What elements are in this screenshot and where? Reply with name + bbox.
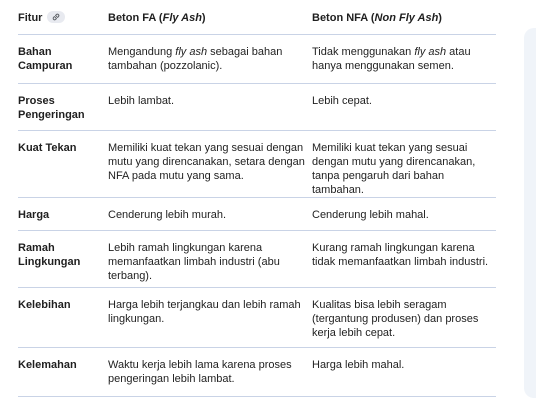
row-fa-cell [108,287,312,347]
header-fitur [18,0,108,34]
side-panel [524,28,536,398]
table-row [18,130,496,197]
header-beton-fa [108,0,312,34]
header-fa-em: Fly Ash [162,12,202,24]
header-fitur-label: Fitur [18,12,43,24]
row-nfa-cell [312,34,496,83]
row-feature-label: Kuat Tekan [18,141,77,154]
fa-text: Cenderung lebih murah. [108,208,227,221]
header-beton-nfa [312,0,496,34]
header-fa-prefix: Beton FA ( [108,12,163,24]
row-feature [18,34,108,83]
row-fa-cell [108,83,312,130]
row-feature [18,83,108,130]
row-fa-cell [108,230,312,287]
header-nfa-prefix: Beton NFA ( [312,12,375,24]
row-feature [18,130,108,197]
table-row [18,287,496,347]
row-feature [18,197,108,230]
comparison-table-container [18,0,496,397]
table-row [18,83,496,130]
row-nfa-cell [312,347,496,396]
header-nfa-suffix: ) [438,12,442,24]
fa-text: Memiliki kuat tekan yang sesuai dengan mutu yang direncanakan, setara dengan NFA pada mutu yang sama. [108,141,305,182]
fa-text: Waktu kerja lebih lama karena proses pengeringan lebih lambat. [108,358,292,385]
table-header-row [18,0,496,34]
row-feature [18,287,108,347]
table-row [18,347,496,396]
nfa-text-em: fly ash [414,45,447,58]
fa-text: Lebih ramah lingkungan karena memanfaatkan limbah industri (abu terbang). [108,241,280,282]
row-fa-cell [108,197,312,230]
comparison-table [18,0,496,397]
row-nfa-cell [312,230,496,287]
fa-text-em: fly ash [175,45,208,58]
fa-text: Harga lebih terjangkau dan lebih ramah lingkungan. [108,298,301,325]
row-feature [18,230,108,287]
row-feature [18,347,108,396]
nfa-text: Harga lebih mahal. [312,358,405,371]
row-feature-label: Bahan Campuran [18,45,73,72]
table-row [18,230,496,287]
nfa-text-prefix: Tidak menggunakan [312,45,415,58]
header-fa-suffix: ) [201,12,206,24]
nfa-text: Kurang ramah lingkungan karena tidak memanfaatkan limbah industri. [312,241,489,268]
link-icon[interactable] [47,11,65,23]
row-nfa-cell [312,287,496,347]
nfa-text-suffix: atau hanya menggunakan semen. [312,45,471,72]
row-feature-label: Harga [18,208,50,221]
row-feature-label: Kelebihan [18,298,71,311]
nfa-text: Lebih cepat. [312,94,372,107]
nfa-text: Cenderung lebih mahal. [312,208,429,221]
row-feature-label: Proses Pengeringan [18,94,85,121]
table-row [18,197,496,230]
row-fa-cell [108,347,312,396]
row-nfa-cell [312,83,496,130]
fa-text-suffix: sebagai bahan tambahan (pozzolanic). [108,45,283,72]
nfa-text: Memiliki kuat tekan yang sesuai dengan mutu yang direncanakan, tanpa pengaruh dari bahan tambahan. [312,141,476,196]
row-feature-label: Kelemahan [18,358,77,371]
table-row [18,34,496,83]
fa-text: Lebih lambat. [108,94,175,107]
row-feature-label: Ramah Lingkungan [18,241,81,268]
row-nfa-cell [312,197,496,230]
row-nfa-cell [312,130,496,197]
row-fa-cell [108,130,312,197]
fa-text-prefix: Mengandung [108,45,176,58]
row-fa-cell [108,34,312,83]
header-nfa-em: Non Fly Ash [374,12,439,24]
nfa-text: Kualitas bisa lebih seragam (tergantung produsen) dan proses kerja lebih cepat. [312,298,479,339]
